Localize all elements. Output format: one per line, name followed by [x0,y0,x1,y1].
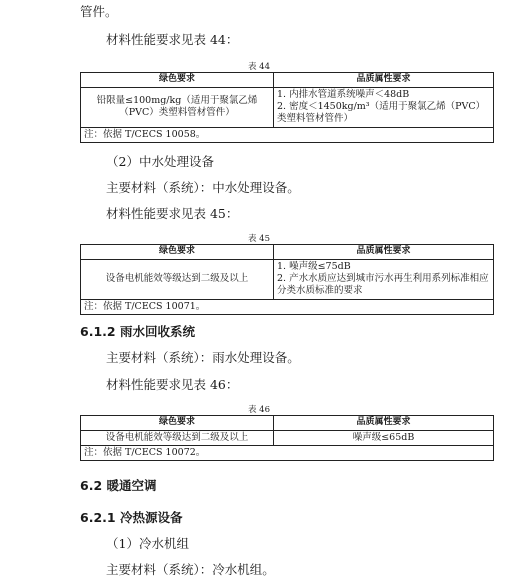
quality-item: 2. 产水水质应达到城市污水再生利用系列标准相应分类水质标准的要求 [277,273,489,297]
table-caption-44: 表 44 [247,62,271,72]
subsection-title: （2）中水处理设备 [106,154,214,169]
table-46 [80,415,494,461]
table-44 [80,72,494,143]
paragraph-main-material: 主要材料（系统）：中水处理设备。 [106,180,300,195]
table-header-quality: 品质属性要求 [274,73,494,88]
quality-item: 2. 密度＜1450kg/m³（适用于聚氯乙烯（PVC）类塑料管材管件） [277,101,486,125]
table-header-quality: 品质属性要求 [274,416,494,431]
paragraph-continuation: 管件。 [80,4,118,19]
table-header-quality: 品质属性要求 [274,245,494,260]
quality-item: 1. 内排水管道系统噪声＜48dB [277,88,410,100]
table-header-green: 绿色要求 [81,73,274,88]
paragraph-table46-intro: 材料性能要求见表 46： [106,377,239,392]
table-cell-green: 铅限量≤100mg/kg（适用于聚氯乙烯（PVC）类塑料管材管件） [81,87,274,127]
table-note: 注：依据 T/CECS 10058。 [81,127,494,142]
table-cell-green: 设备电机能效等级达到二级及以上 [81,430,274,445]
table-header-green: 绿色要求 [81,245,274,260]
quality-item: 1. 噪声级≤75dB [277,260,351,272]
table-header-green: 绿色要求 [81,416,274,431]
table-cell-quality [274,259,494,299]
table-cell-quality [274,87,494,127]
table-caption-46: 表 46 [247,405,271,415]
paragraph-table45-intro: 材料性能要求见表 45： [106,206,239,221]
table-caption-45: 表 45 [247,234,271,244]
paragraph-table44-intro: 材料性能要求见表 44： [106,32,239,47]
subsection-title: （1）冷水机组 [106,536,189,551]
table-note: 注：依据 T/CECS 10072。 [81,446,494,461]
table-note: 注：依据 T/CECS 10071。 [81,299,494,314]
section-heading-6-2-1: 6.2.1 冷热源设备 [80,510,183,525]
paragraph-main-material: 主要材料（系统）：冷水机组。 [106,562,275,577]
table-45 [80,244,494,315]
section-heading-6-1-2: 6.1.2 雨水回收系统 [80,324,195,339]
section-heading-6-2: 6.2 暖通空调 [80,478,157,493]
table-cell-quality: 噪声级≤65dB [274,430,494,445]
table-cell-green: 设备电机能效等级达到二级及以上 [81,259,274,299]
paragraph-main-material: 主要材料（系统）：雨水处理设备。 [106,350,300,365]
